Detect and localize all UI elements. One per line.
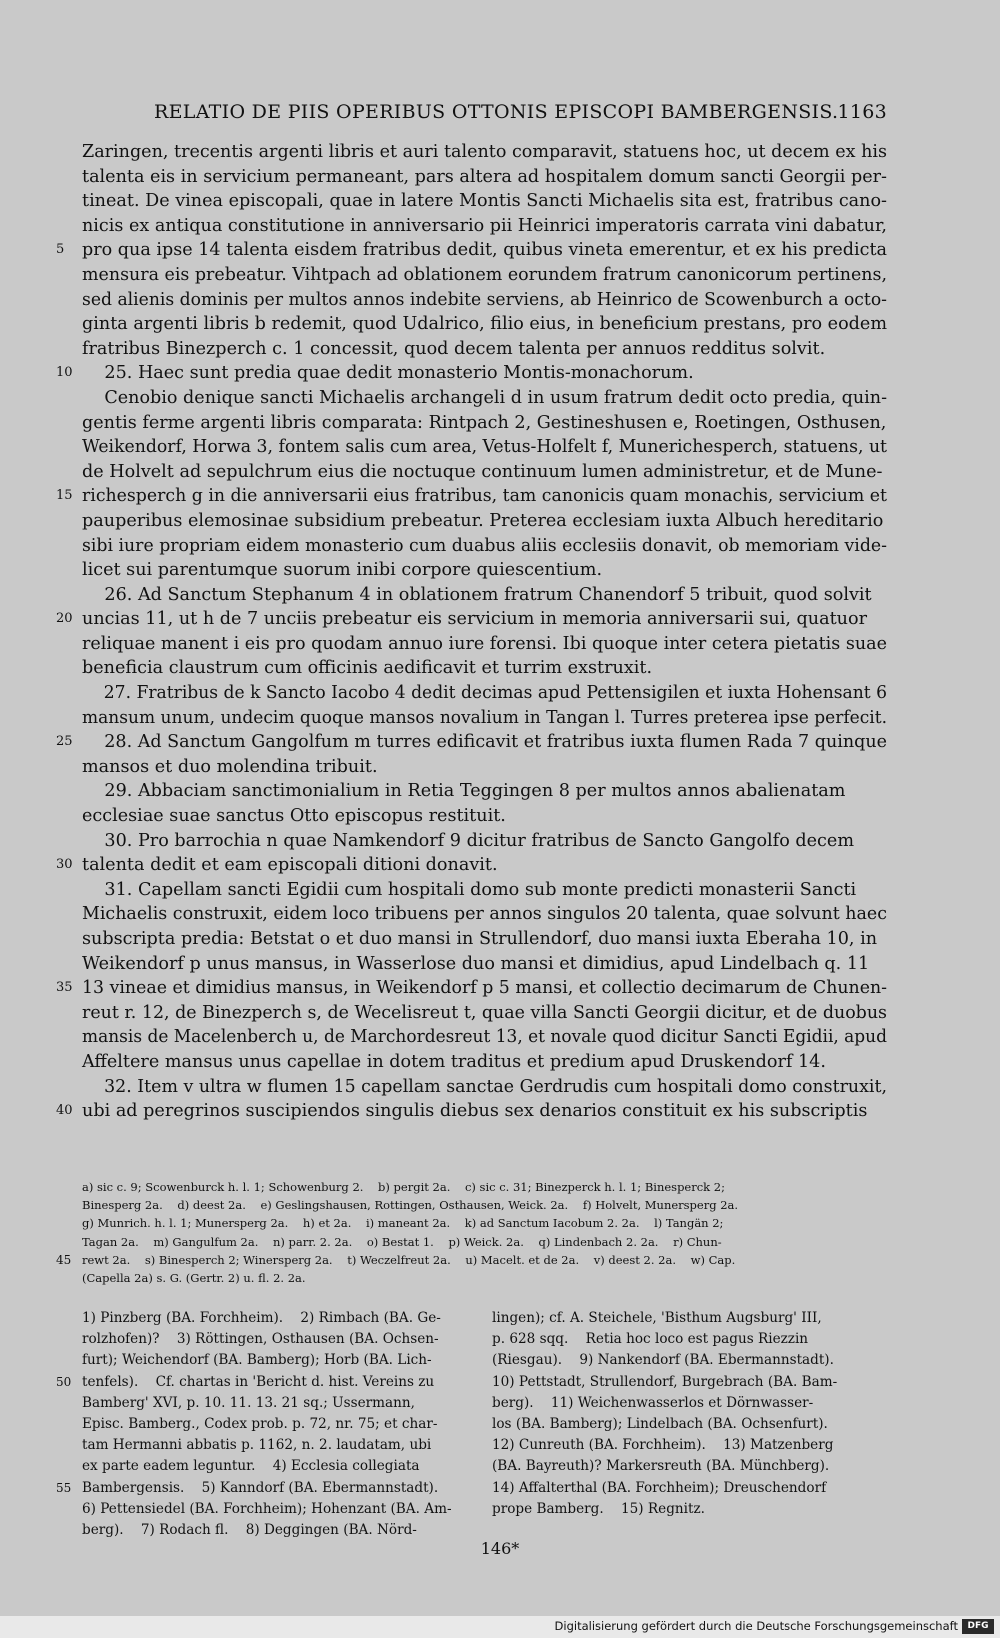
text-line: [56, 484, 887, 509]
text-line: [492, 1478, 887, 1499]
funding-credit: Digitalisierung gefördert durch die Deutsche Forschungsgemeinschaft: [554, 1619, 958, 1633]
text-line: [82, 460, 887, 485]
text-line: [82, 140, 887, 165]
dfg-logo: DFG: [962, 1619, 994, 1634]
line-text: 1) Pinzberg (BA. Forchheim). 2) Rimbach (BA. Ge-: [82, 1310, 441, 1326]
line-text: mansos et duo molendina tribuit.: [82, 756, 378, 777]
line-text: (BA. Bayreuth)? Markersreuth (BA. Münchberg).: [492, 1458, 830, 1475]
page-number: 1163: [837, 101, 887, 123]
line-text: nicis ex antiqua constitutione in anniversario pii Heinrici imperatoris carrata vini dabatur,: [82, 215, 887, 236]
line-text: talenta dedit et eam episcopali ditioni donavit.: [82, 855, 498, 876]
line-text: gentis ferme argenti libris comparata: Rintpach 2, Gestineshusen e, Roetingen, Osthusen,: [82, 412, 887, 433]
line-text: Zaringen, trecentis argenti libris et auri talento comparavit, statuens hoc, ut decem ex his: [82, 142, 887, 162]
line-text: reut r. 12, de Binezperch s, de Wecelisreut t, quae villa Sancti Georgii dicitur, et de duobus: [82, 1002, 887, 1023]
text-line: [82, 1308, 477, 1329]
line-text: Cenobio denique sancti Michaelis archangeli d in usum fratrum dedit octo predia, quin-: [82, 387, 887, 408]
line-text: fratribus Binezperch c. 1 concessit, quod decem talenta per annuos redditus solvit.: [82, 338, 826, 359]
line-text: rewt 2a. s) Binesperch 2; Winersperg 2a. t) Weczelfreut 2a. u) Macelt. et de 2a. v) deest 2. 2a. w) Cap.: [82, 1252, 736, 1267]
line-text: Weikendorf p unus mansus, in Wasserlose duo mansi et dimidius, apud Lindelbach q. 11: [82, 953, 870, 974]
line-text: Tagan 2a. m) Gangulfum 2a. n) parr. 2. 2a. o) Bestat 1. p) Weick. 2a. q) Lindenbach 2. 2a. r) Chun-: [82, 1234, 722, 1249]
text-line: [82, 263, 887, 288]
text-line: [56, 853, 887, 878]
text-line: [82, 312, 887, 337]
text-line: [82, 1499, 477, 1520]
text-line: [82, 534, 887, 559]
text-line: [82, 656, 887, 681]
line-text: 27. Fratribus de k Sancto Iacobo 4 dedit decimas apud Pettensigilen et iuxta Hohensant 6: [82, 683, 887, 704]
running-header: [82, 101, 887, 127]
text-line: [492, 1435, 887, 1456]
line-text: licet sui parentumque suorum inibi corpore quiescentium.: [82, 560, 603, 581]
text-line: [82, 1393, 477, 1414]
line-text: Michaelis construxit, eidem loco tribuens per annos singulos 20 talenta, quae solvunt haec: [82, 904, 887, 925]
line-text: ubi ad peregrinos suscipiendos singulis diebus sex denarios constituit ex his subscriptis: [82, 1101, 868, 1122]
text-line: [82, 386, 887, 411]
text-line: [82, 902, 887, 927]
notes-column-left: [56, 1308, 477, 1541]
text-line: [82, 927, 887, 952]
line-text: prope Bamberg. 15) Regnitz.: [492, 1500, 705, 1517]
text-line: [82, 1414, 477, 1435]
text-line: [82, 214, 887, 239]
text-line: [82, 755, 887, 780]
footer-bar: [0, 1616, 1000, 1638]
line-text: sed alienis dominis per multos annos indebite serviens, ab Heinrico de Scowenburch a octo-: [82, 289, 887, 310]
text-line: [82, 558, 887, 583]
line-text: ex parte eadem leguntur. 4) Ecclesia collegiata: [82, 1458, 420, 1475]
text-line: [82, 1178, 887, 1196]
line-text: Bamberg' XVI, p. 10. 11. 13. 21 sq.; Ussermann,: [82, 1394, 415, 1411]
text-line: [492, 1350, 887, 1371]
text-line: [56, 976, 887, 1001]
text-line: [82, 1196, 887, 1214]
text-line: [82, 411, 887, 436]
line-text: richesperch g in die anniversarii eius fratribus, tam canonicis quam monachis, servicium et: [82, 486, 887, 507]
line-text: beneficia claustrum cum officinis aedificavit et turrim exstruxit.: [82, 658, 653, 679]
text-line: [492, 1329, 887, 1350]
text-line: [492, 1372, 887, 1393]
running-title: RELATIO DE PIIS OPERIBUS OTTONIS EPISCOPI BAMBERGENSIS.: [154, 101, 839, 123]
line-text: a) sic c. 9; Scowenburck h. l. 1; Schowenburg 2. b) pergit 2a. c) sic c. 31; Binezperck h. l. 1; Binesperck 2;: [82, 1180, 725, 1194]
text-line: [82, 1075, 887, 1100]
critical-apparatus: [56, 1178, 887, 1287]
text-line: [82, 337, 887, 362]
text-line: [82, 165, 887, 190]
line-text: ginta argenti libris b redemit, quod Udalrico, filio eius, in beneficium prestans, pro eodem: [82, 314, 887, 335]
line-text: subscripta predia: Betstat o et duo mansi in Strullendorf, duo mansi iuxta Eberaha 10, in: [82, 929, 878, 949]
line-text: berg). 7) Rodach fl. 8) Deggingen (BA. Nörd-: [82, 1521, 417, 1538]
text-line: [56, 361, 887, 386]
text-line: [82, 804, 887, 829]
line-text: tenfels). Cf. chartas in 'Bericht d. hist. Vereins zu: [82, 1373, 435, 1390]
line-number: 30: [56, 857, 73, 873]
line-text: 29. Abbaciam sanctimonialium in Retia Teggingen 8 per multos annos abalienatam: [82, 781, 846, 802]
text-line: [82, 1350, 477, 1371]
text-line: [492, 1456, 887, 1477]
line-text: sibi iure propriam eidem monasterio cum duabus aliis ecclesiis donavit, ob memoriam vide-: [82, 535, 887, 556]
main-text: [56, 140, 887, 1124]
line-text: 25. Haec sunt predia quae dedit monasterio Montis-monachorum.: [82, 363, 694, 384]
line-number: 5: [56, 242, 65, 258]
line-text: lingen); cf. A. Steichele, 'Bisthum Augsburg' III,: [492, 1310, 822, 1326]
text-line: [82, 435, 887, 460]
line-number: 45: [56, 1252, 72, 1267]
line-text: (Capella 2a) s. G. (Gertr. 2) u. fl. 2. 2a.: [82, 1270, 306, 1285]
line-text: pauperibus elemosinae subsidium prebeatur. Preterea ecclesiam iuxta Albuch hereditario: [82, 510, 884, 531]
line-number: 50: [56, 1374, 72, 1389]
line-text: 31. Capellam sancti Egidii cum hospitali domo sub monte predicti monasterii Sancti: [82, 879, 857, 900]
text-line: [82, 509, 887, 534]
text-line: [82, 1214, 887, 1232]
line-text: berg). 11) Weichenwasserlos et Dörnwasser-: [492, 1394, 814, 1411]
line-text: 10) Pettstadt, Strullendorf, Burgebrach (BA. Bam-: [492, 1373, 838, 1390]
line-text: reliquae manent i eis pro quodam annuo iure forensi. Ibi quoque inter cetera pietatis suae: [82, 633, 887, 654]
line-text: los (BA. Bamberg); Lindelbach (BA. Ochsenfurt).: [492, 1415, 828, 1432]
text-line: [56, 1372, 477, 1393]
line-number: 15: [56, 488, 73, 504]
line-number: 40: [56, 1103, 73, 1119]
text-line: [82, 189, 887, 214]
line-text: de Holvelt ad sepulchrum eius die noctuque continuum lumen administretur, et de Mune-: [82, 461, 883, 482]
line-text: Weikendorf, Horwa 3, fontem salis cum area, Vetus-Holfelt f, Munerichesperch, statuens, ut: [82, 437, 887, 458]
line-text: Bambergensis. 5) Kanndorf (BA. Ebermannstadt).: [82, 1479, 439, 1496]
line-text: tineat. De vinea episcopali, quae in latere Montis Sancti Michaelis sita est, fratribus cano-: [82, 191, 887, 212]
line-text: pro qua ipse 14 talenta eisdem fratribus dedit, quibus vineta emerentur, et ex his predicta: [82, 240, 887, 261]
text-line: [56, 607, 887, 632]
line-number: 10: [56, 365, 73, 381]
text-line: [56, 1251, 887, 1269]
text-line: [82, 288, 887, 313]
line-text: rolzhofen)? 3) Röttingen, Osthausen (BA. Ochsen-: [82, 1331, 439, 1348]
text-line: [492, 1499, 887, 1520]
text-line: [82, 829, 887, 854]
line-text: 26. Ad Sanctum Stephanum 4 in oblationem fratrum Chanendorf 5 tribuit, quod solvit: [82, 584, 872, 605]
text-line: [82, 1456, 477, 1477]
signature-mark: 146*: [480, 1539, 520, 1558]
line-text: Binesperg 2a. d) deest 2a. e) Geslingshausen, Rottingen, Osthausen, Weick. 2a. f) Holvelt, Munersperg 2a.: [82, 1198, 739, 1213]
text-line: [82, 878, 887, 903]
line-text: (Riesgau). 9) Nankendorf (BA. Ebermannstadt).: [492, 1352, 834, 1369]
line-text: 6) Pettensiedel (BA. Forchheim); Hohenzant (BA. Am-: [82, 1500, 452, 1517]
notes-column-right: [492, 1308, 887, 1520]
line-text: Episc. Bamberg., Codex prob. p. 72, nr. 75; et char-: [82, 1415, 438, 1432]
line-text: mensura eis prebeatur. Vihtpach ad oblationem eorundem fratrum canonicorum pertinens,: [82, 264, 887, 285]
line-text: talenta eis in servicium permaneant, pars altera ad hospitalem domum sancti Georgii per-: [82, 166, 887, 187]
text-line: [82, 1025, 887, 1050]
line-number: 35: [56, 980, 73, 996]
line-text: g) Munrich. h. l. 1; Munersperg 2a. h) et 2a. i) maneant 2a. k) ad Sanctum Iacobum 2. 2a. l) Tangän 2;: [82, 1216, 724, 1231]
line-text: 28. Ad Sanctum Gangolfum m turres edificavit et fratribus iuxta flumen Rada 7 quinque: [82, 732, 887, 753]
line-text: furt); Weichendorf (BA. Bamberg); Horb (BA. Lich-: [82, 1352, 432, 1369]
text-line: [56, 1099, 887, 1124]
line-text: Affeltere mansus unus capellae in dotem traditus et predium apud Druskendorf 14.: [82, 1051, 826, 1072]
text-line: [82, 1520, 477, 1541]
line-text: uncias 11, ut h de 7 unciis prebeatur eis servicium in memoria anniversarii sui, quatuor: [82, 609, 868, 630]
text-line: [82, 583, 887, 608]
line-number: 55: [56, 1480, 72, 1495]
line-text: 14) Affalterthal (BA. Forchheim); Dreuschendorf: [492, 1479, 827, 1496]
text-line: [82, 779, 887, 804]
text-line: [82, 1329, 477, 1350]
text-line: [82, 1435, 477, 1456]
line-text: ecclesiae suae sanctus Otto episcopus restituit.: [82, 806, 506, 827]
line-text: mansum unum, undecim quoque mansos novalium in Tangan l. Turres preterea ipse perfecit.: [82, 707, 887, 728]
text-line: [56, 238, 887, 263]
line-text: p. 628 sqq. Retia hoc loco est pagus Riezzin: [492, 1331, 809, 1348]
text-line: [82, 706, 887, 731]
text-line: [56, 730, 887, 755]
text-line: [82, 681, 887, 706]
text-line: [492, 1308, 887, 1329]
line-number: 20: [56, 611, 73, 627]
line-text: 30. Pro barrochia n quae Namkendorf 9 dicitur fratribus de Sancto Gangolfo decem: [82, 830, 855, 851]
text-line: [82, 952, 887, 977]
text-line: [492, 1393, 887, 1414]
text-line: [82, 1001, 887, 1026]
text-line: [492, 1414, 887, 1435]
text-line: [82, 1269, 887, 1287]
line-number: 25: [56, 734, 73, 750]
text-line: [56, 1478, 477, 1499]
line-text: 13 vineae et dimidius mansus, in Weikendorf p 5 mansi, et collectio decimarum de Chunen-: [82, 978, 887, 999]
line-text: mansis de Macelenberch u, de Marchordesreut 13, et novale quod dicitur Sancti Egidii, apud: [82, 1027, 887, 1048]
line-text: tam Hermanni abbatis p. 1162, n. 2. laudatam, ubi: [82, 1437, 432, 1454]
text-line: [82, 632, 887, 657]
line-text: 32. Item v ultra w flumen 15 capellam sanctae Gerdrudis cum hospitali domo construxit,: [82, 1076, 887, 1097]
text-line: [82, 1050, 887, 1075]
text-line: [82, 1233, 887, 1251]
line-text: 12) Cunreuth (BA. Forchheim). 13) Matzenberg: [492, 1437, 834, 1454]
